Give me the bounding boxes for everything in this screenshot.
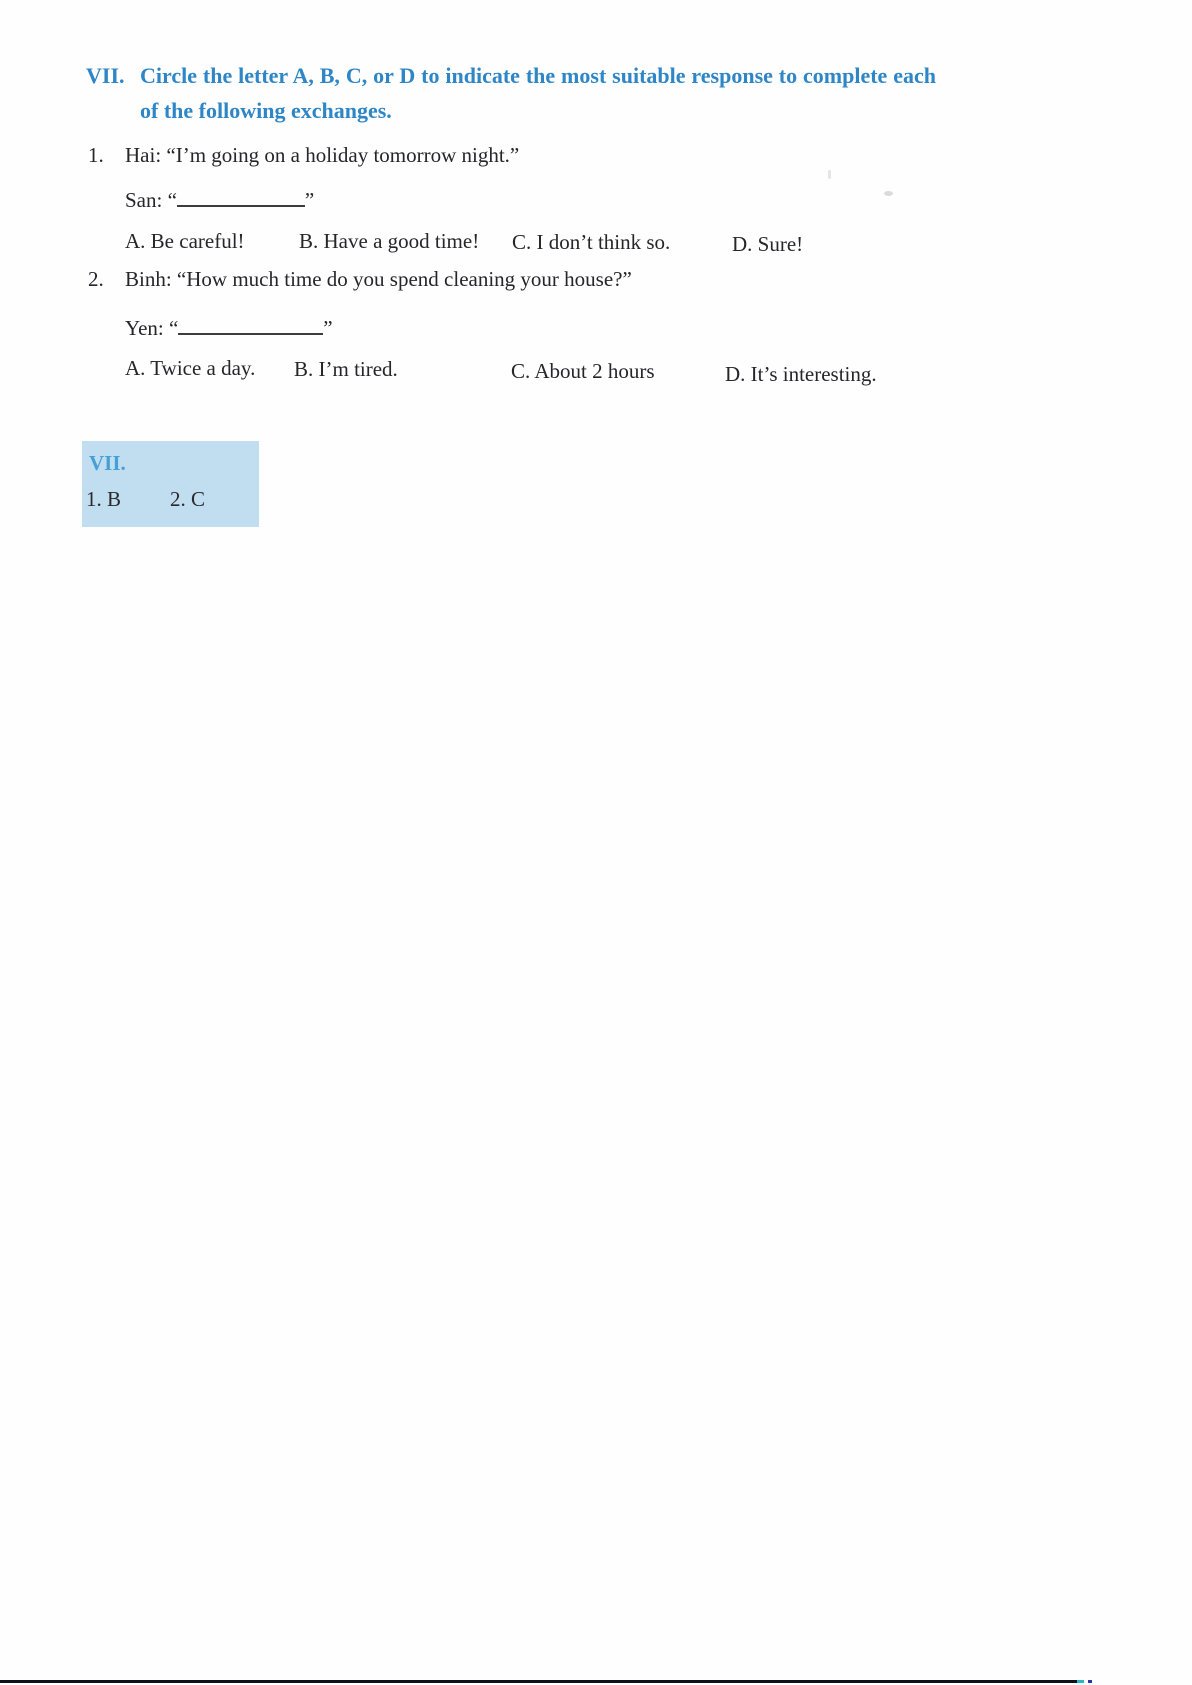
question-1-option-d: D. Sure! <box>732 232 804 256</box>
question-2-response-speaker: Yen: “ <box>125 316 179 340</box>
question-1-option-a: A. Be careful! <box>125 229 245 253</box>
scan-artifact <box>884 191 893 196</box>
question-2-option-a: A. Twice a day. <box>125 356 256 380</box>
question-1-option-b: B. Have a good time! <box>299 229 480 253</box>
scan-artifact <box>828 170 831 179</box>
question-2-prompt: Binh: “How much time do you spend cleaning your house?” <box>125 267 632 291</box>
answer-key-section-label: VII. <box>89 451 126 475</box>
footer-rule-cyan-tick <box>1077 1680 1084 1683</box>
question-1-response-line <box>125 181 314 213</box>
question-2-number: 2. <box>88 267 104 291</box>
question-1-closing-quote: ” <box>304 188 315 212</box>
question-1-response-speaker: San: “ <box>125 188 177 212</box>
question-2-closing-quote: ” <box>323 316 333 340</box>
question-2 <box>88 266 632 292</box>
answer-key-box <box>82 441 259 527</box>
question-2-response-line <box>125 309 333 341</box>
section-heading <box>86 58 936 128</box>
question-1-answer-blank <box>177 181 305 207</box>
section-number: VII. <box>86 63 125 88</box>
question-2-option-c: C. About 2 hours <box>511 359 655 383</box>
question-2-option-b: B. I’m tired. <box>294 357 398 381</box>
answer-key-answers <box>86 487 254 512</box>
answer-key-entry-1: 1. B <box>86 487 122 511</box>
question-1 <box>88 142 519 168</box>
question-2-answer-blank <box>178 309 323 335</box>
question-1-option-c: C. I don’t think so. <box>512 230 671 254</box>
footer-rule-blue-dot <box>1088 1680 1092 1683</box>
question-1-prompt: Hai: “I’m going on a holiday tomorrow night.” <box>125 143 520 167</box>
footer-rule <box>0 1680 1077 1683</box>
answer-key-entry-2: 2. C <box>170 487 206 511</box>
question-1-number: 1. <box>88 143 104 167</box>
section-instructions: Circle the letter A, B, C, or D to indicate the most suitable response to complete each of the following exchanges. <box>140 63 936 123</box>
question-2-option-d: D. It’s interesting. <box>725 362 877 386</box>
